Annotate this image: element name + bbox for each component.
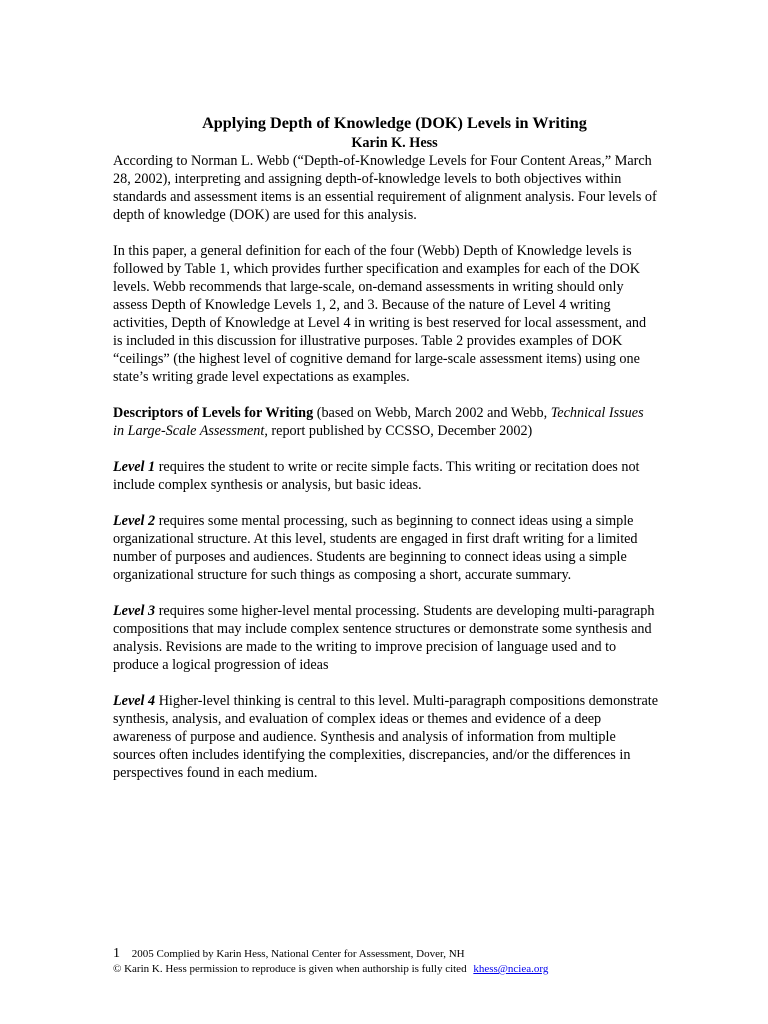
level-label: Level 1: [113, 459, 156, 475]
level-4-paragraph: [113, 692, 658, 782]
descriptors-italic-title: Technical Issues in Large-Scale Assessment: [113, 405, 644, 439]
level-text: requires the student to write or recite simple facts. This writing or recitation does not include complex synthesis or analysis, but basic ideas.: [113, 459, 640, 493]
descriptors-text-before: (based on Webb, March 2002 and Webb,: [313, 405, 551, 421]
level-label: Level 2: [113, 513, 156, 529]
descriptors-paragraph: [113, 404, 658, 440]
page-number: 1: [113, 946, 120, 961]
level-3-paragraph: [113, 602, 658, 674]
level-text: Higher-level thinking is central to this level. Multi-paragraph compositions demonstrate synthesis, analysis, and evaluation of complex ideas or themes and evidence of a deep awareness of purpose and audience. Synthesis and analysis of information from multiple sources often includes identifying the complexities, discrepancies, and/or the differences in perspectives found in each medium.: [113, 693, 658, 781]
paragraph-overview: In this paper, a general definition for each of the four (Webb) Depth of Knowledge levels is followed by Table 1, which provides further specification and examples for each of the DOK levels. Webb recommends that large-scale, on-demand assessments in writing should only assess Depth of Knowledge Levels 1, 2, and 3. Because of the nature of Level 4 writing activities, Depth of Knowledge at Level 4 in writing is best reserved for local assessment, and is included in this discussion for illustrative purposes. Table 2 provides examples of DOK “ceilings” (the highest level of cognitive demand for large-scale assessment items) using one state’s writing grade level expectations as examples.: [113, 243, 647, 385]
email-link[interactable]: khess@nciea.org: [473, 963, 549, 975]
level-1-paragraph: [113, 458, 658, 494]
page-footer: [113, 946, 673, 977]
level-label: Level 4: [113, 693, 156, 709]
footer-line-2: [113, 962, 673, 977]
document-author: Karin K. Hess: [351, 135, 438, 151]
descriptors-heading: Descriptors of Levels for Writing: [113, 405, 314, 421]
level-label: Level 3: [113, 603, 156, 619]
document-body: [113, 112, 658, 800]
level-text: requires some mental processing, such as beginning to connect ideas using a simple organizational structure. At this level, students are engaged in first draft writing for a limited number of purposes and audiences. Students are beginning to connect ideas using a simple organizational structure for such things as composing a short, accurate summary.: [113, 513, 638, 583]
footer-line-1: [113, 946, 673, 962]
level-text: requires some higher-level mental processing. Students are developing multi-paragraph compositions that may include complex sentence structures or demonstrate some synthesis and analysis. Revisions are made to the writing to improve precision of language used and to produce a logical progression of ideas: [113, 603, 655, 673]
footer-permission: © Karin K. Hess permission to reproduce is given when authorship is fully cited: [113, 963, 467, 975]
document-title: Applying Depth of Knowledge (DOK) Levels in Writing: [202, 114, 587, 132]
footer-credit: 2005 Complied by Karin Hess, National Center for Assessment, Dover, NH: [131, 948, 465, 960]
descriptors-text-after: , report published by CCSSO, December 2002): [264, 423, 533, 439]
paragraph-intro: According to Norman L. Webb (“Depth-of-Knowledge Levels for Four Content Areas,” March 28, 2002), interpreting and assigning depth-of-knowledge levels to both objectives within standards and assessment items is an essential requirement of alignment analysis. Four levels of depth of knowledge (DOK) are used for this analysis.: [113, 153, 657, 223]
level-2-paragraph: [113, 512, 658, 584]
